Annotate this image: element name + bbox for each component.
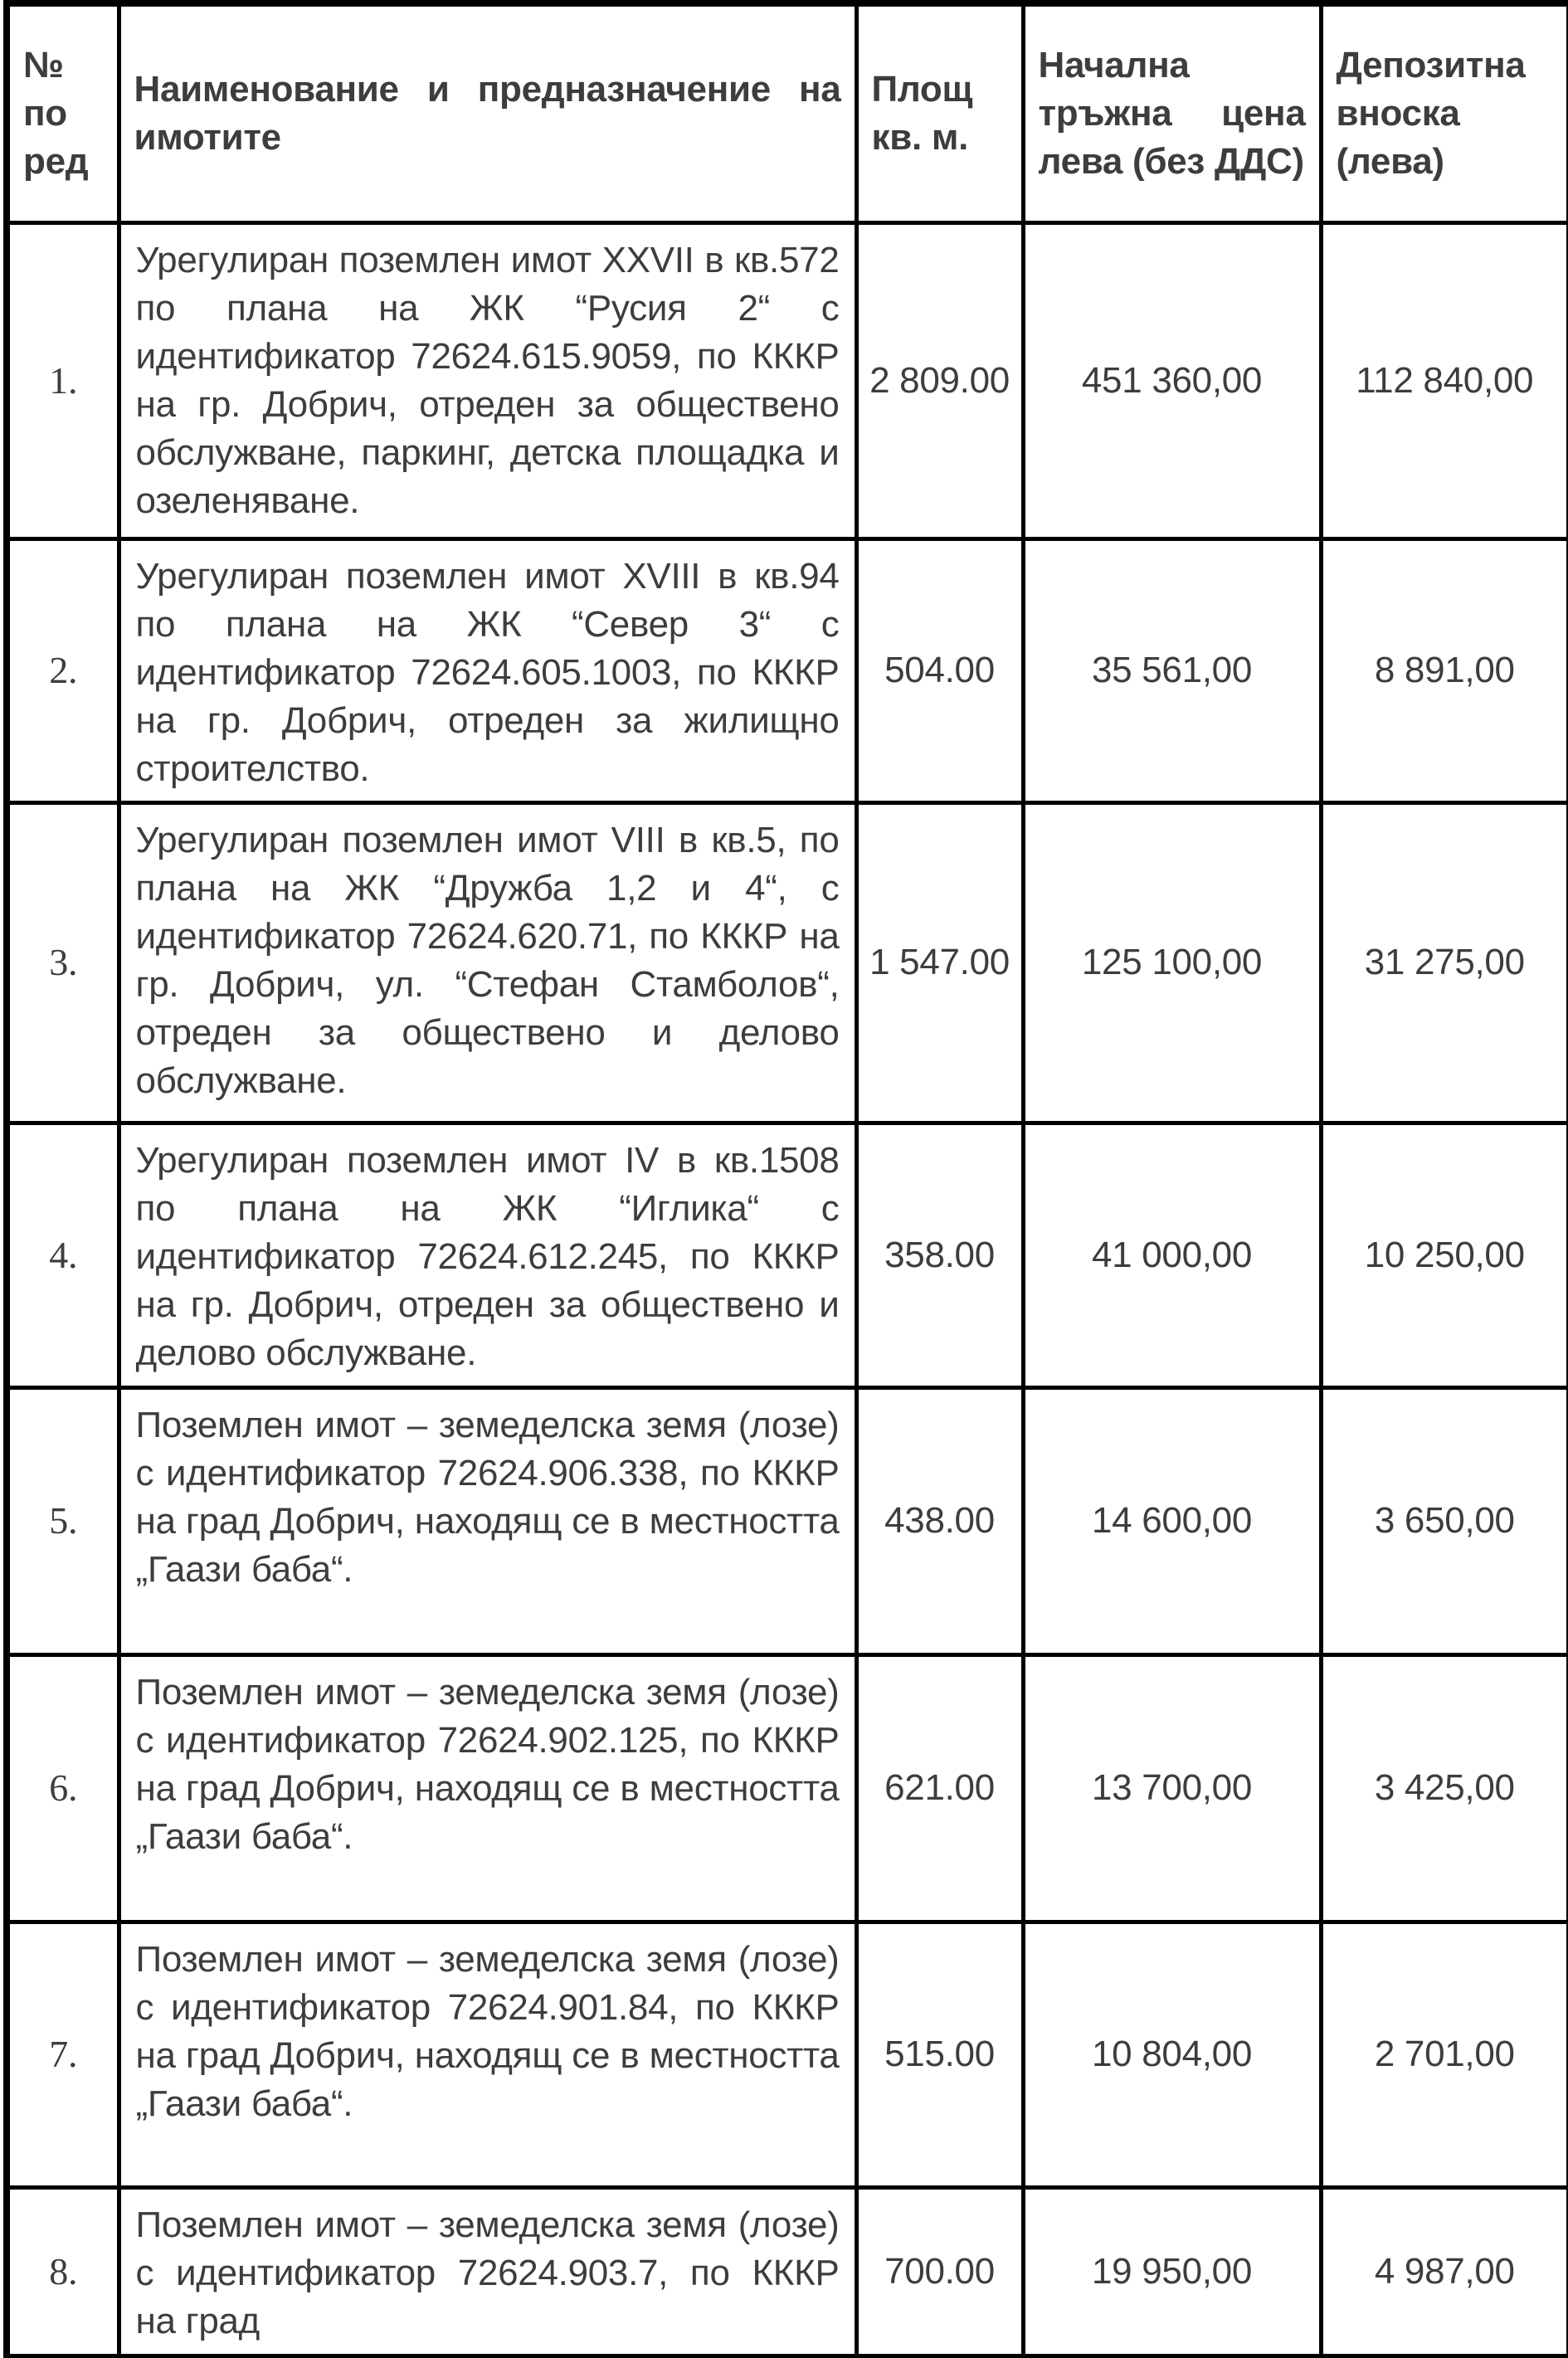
- property-description-cell: Урегулиран поземлен имот IV в кв.1508 по плана на ЖК “Иглика“ с идентификатор 72624.612.245, по КККР на гр. Добрич, отреден за обществено и делово обслужване.: [119, 1123, 856, 1387]
- area-cell: 515.00: [856, 1922, 1023, 2187]
- area-cell: 700.00: [856, 2187, 1023, 2357]
- table-row: [7, 1123, 1568, 1387]
- area-cell: 358.00: [856, 1123, 1023, 1387]
- header-starting-price: Начална тръжна цена лева (без ДДС): [1023, 3, 1321, 222]
- property-description-cell: Урегулиран поземлен имот XXVII в кв.572 по плана на ЖК “Русия 2“ с идентификатор 72624.615.9059, по КККР на гр. Добрич, отреден за обществено обслужване, паркинг, детска площадка и озеленяване.: [119, 222, 856, 538]
- price-cell: 14 600,00: [1023, 1387, 1321, 1654]
- table-row: [7, 1654, 1568, 1922]
- row-number-cell: 3.: [7, 802, 119, 1123]
- header-area: Площ кв. м.: [856, 3, 1023, 222]
- row-number-cell: 2.: [7, 538, 119, 802]
- deposit-cell: 2 701,00: [1321, 1922, 1568, 2187]
- area-cell: 1 547.00: [856, 802, 1023, 1123]
- table-header-row: [7, 3, 1568, 222]
- header-property-name: Наименование и предназначение на имотите: [119, 3, 856, 222]
- table-row: [7, 1922, 1568, 2187]
- area-cell: 621.00: [856, 1654, 1023, 1922]
- header-row-number: № по ред: [7, 3, 119, 222]
- deposit-cell: 3 425,00: [1321, 1654, 1568, 1922]
- property-description-cell: Поземлен имот – земеделска земя (лозе) с идентификатор 72624.906.338, по КККР на град Добрич, находящ се в местността „Гаази баба“.: [119, 1387, 856, 1654]
- property-description-cell: Поземлен имот – земеделска земя (лозе) с идентификатор 72624.901.84, по КККР на град Добрич, находящ се в местността „Гаази баба“.: [119, 1922, 856, 2187]
- deposit-cell: 10 250,00: [1321, 1123, 1568, 1387]
- row-number-cell: 4.: [7, 1123, 119, 1387]
- table-row: [7, 802, 1568, 1123]
- row-number-cell: 6.: [7, 1654, 119, 1922]
- price-cell: 19 950,00: [1023, 2187, 1321, 2357]
- price-cell: 10 804,00: [1023, 1922, 1321, 2187]
- property-description-cell: Поземлен имот – земеделска земя (лозе) с идентификатор 72624.902.125, по КККР на град Добрич, находящ се в местността „Гаази баба“.: [119, 1654, 856, 1922]
- property-auction-table: [3, 0, 1568, 2358]
- header-deposit: Депозитна вноска (лева): [1321, 3, 1568, 222]
- row-number-cell: 1.: [7, 222, 119, 538]
- price-cell: 125 100,00: [1023, 802, 1321, 1123]
- deposit-cell: 8 891,00: [1321, 538, 1568, 802]
- table-row: [7, 222, 1568, 538]
- property-description-cell: Урегулиран поземлен имот VIII в кв.5, по плана на ЖК “Дружба 1,2 и 4“, с идентификатор 72624.620.71, по КККР на гр. Добрич, ул. “Стефан Стамболов“, отреден за обществено и делово обслужване.: [119, 802, 856, 1123]
- price-cell: 35 561,00: [1023, 538, 1321, 802]
- property-description-cell: Урегулиран поземлен имот XVIII в кв.94 по плана на ЖК “Север 3“ с идентификатор 72624.605.1003, по КККР на гр. Добрич, отреден за жилищно строителство.: [119, 538, 856, 802]
- row-number-cell: 7.: [7, 1922, 119, 2187]
- price-cell: 41 000,00: [1023, 1123, 1321, 1387]
- deposit-cell: 3 650,00: [1321, 1387, 1568, 1654]
- deposit-cell: 4 987,00: [1321, 2187, 1568, 2357]
- row-number-cell: 5.: [7, 1387, 119, 1654]
- deposit-cell: 112 840,00: [1321, 222, 1568, 538]
- table-row: [7, 2187, 1568, 2357]
- row-number-cell: 8.: [7, 2187, 119, 2357]
- area-cell: 438.00: [856, 1387, 1023, 1654]
- price-cell: 13 700,00: [1023, 1654, 1321, 1922]
- table-row: [7, 538, 1568, 802]
- table-row: [7, 1387, 1568, 1654]
- area-cell: 504.00: [856, 538, 1023, 802]
- area-cell: 2 809.00: [856, 222, 1023, 538]
- price-cell: 451 360,00: [1023, 222, 1321, 538]
- property-description-cell: Поземлен имот – земеделска земя (лозе) с идентификатор 72624.903.7, по КККР на град: [119, 2187, 856, 2357]
- deposit-cell: 31 275,00: [1321, 802, 1568, 1123]
